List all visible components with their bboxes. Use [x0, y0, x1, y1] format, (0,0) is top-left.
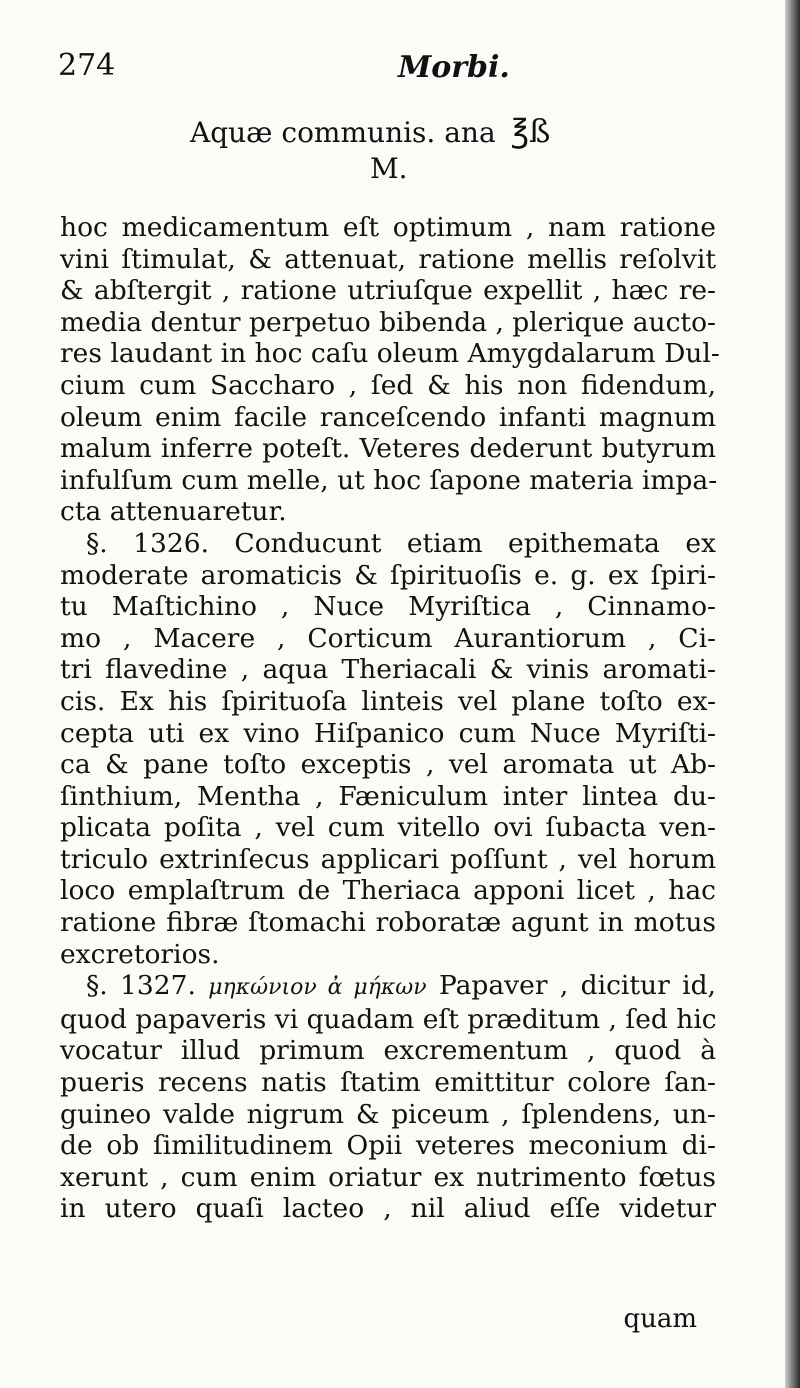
text-line: §. 1326. Conducunt etiam epithemata ex [86, 527, 716, 559]
text-line: ſinthium, Mentha , Fæniculum inter lintea du- [60, 780, 716, 812]
text-line: loco emplaſtrum de Theriaca apponi licet , hac [60, 875, 716, 907]
section-number: §. 1327. [86, 970, 196, 1002]
paragraph-1327 [60, 970, 716, 1225]
text-line: infulſum cum melle, ut hoc ſapone materia impa- [60, 464, 718, 496]
text-line: in utero quaſi lacteo , nil aliud eſſe videtur [60, 1193, 716, 1225]
text-line: plicata poſita , vel cum vitello ovi ſubacta ven- [60, 812, 716, 844]
text-line: moderate aromaticis & ſpirituoſis e. g. ex ſpiri- [60, 559, 716, 591]
text-line: vocatur illud primum excrementum , quod à [60, 1035, 716, 1067]
text-fragment: Papaver , dicitur id, [438, 970, 716, 1002]
text-line: guineo valde nigrum & piceum , ſplendens, un- [60, 1098, 716, 1130]
text-line: cepta uti ex vino Hiſpanico cum Nuce Myriſti- [60, 717, 716, 749]
text-line: tu Maſtichino , Nuce Myriſtica , Cinnamo- [60, 591, 716, 623]
paragraph-1 [60, 212, 720, 528]
text-line: de ob ſimilitudinem Opii veteres meconium di- [60, 1130, 716, 1162]
text-line: cium cum Saccharo , ſed & his non fidendum, [60, 369, 716, 401]
page-number: 274 [58, 48, 116, 83]
running-head: Morbi. [398, 50, 510, 85]
text-line: ca & pane toſto exceptis , vel aromata ut Ab- [60, 749, 716, 781]
paragraph-1326 [60, 528, 716, 970]
text-line [60, 970, 716, 1004]
ounce-symbol-icon: ℥ß [510, 112, 551, 150]
text-line: cis. Ex his ſpirituoſa linteis vel plane toſto ex- [60, 685, 716, 717]
formula-line [190, 112, 610, 150]
text-line: ratione fibræ ſtomachi roboratæ agunt in motus [60, 907, 716, 939]
text-line: cta attenuaretur. [60, 496, 287, 528]
text-line: & abſtergit , ratione utriuſque expellit , hæc re- [60, 275, 716, 307]
text-line: tri flavedine , aqua Theriacali & vinis aromati- [60, 654, 716, 686]
text-line: mo , Macere , Corticum Aurantiorum , Ci- [60, 622, 716, 654]
text-line: media dentur perpetuo bibenda , plerique aucto- [60, 306, 716, 338]
prescription-formula [190, 112, 610, 185]
text-line: excretorios. [60, 938, 220, 970]
text-line: vini ſtimulat, & attenuat, ratione mellis reſolvit [60, 243, 716, 275]
text-line: malum inferre poteſt. Veteres dederunt butyrum [60, 433, 716, 465]
text-line: res laudant in hoc caſu oleum Amygdalarum Dul- [60, 338, 720, 370]
formula-signature: M. [370, 152, 408, 185]
text-line: hoc medicamentum eſt optimum , nam ratione [60, 212, 716, 243]
page-edge-shadow [785, 0, 800, 1388]
catchword: quam [623, 1304, 697, 1334]
formula-text: Aquæ communis. ana [190, 116, 496, 149]
text-line: pueris recens natis ſtatim emittitur colore ſan- [60, 1067, 716, 1099]
text-line: triculo extrinſecus applicari poſſunt , vel horum [60, 843, 716, 875]
text-line: xerunt , cum enim oriatur ex nutrimento fœtus [60, 1161, 716, 1193]
greek-term: μηκώνιον ἀ μήκων [208, 975, 427, 1001]
text-line: oleum enim facile ranceſcendo infanti magnum [60, 401, 716, 433]
text-line: quod papaveris vi quadam eſt præditum , ſed hic [60, 1003, 717, 1035]
body-text [60, 212, 720, 1225]
page-header [58, 48, 718, 88]
